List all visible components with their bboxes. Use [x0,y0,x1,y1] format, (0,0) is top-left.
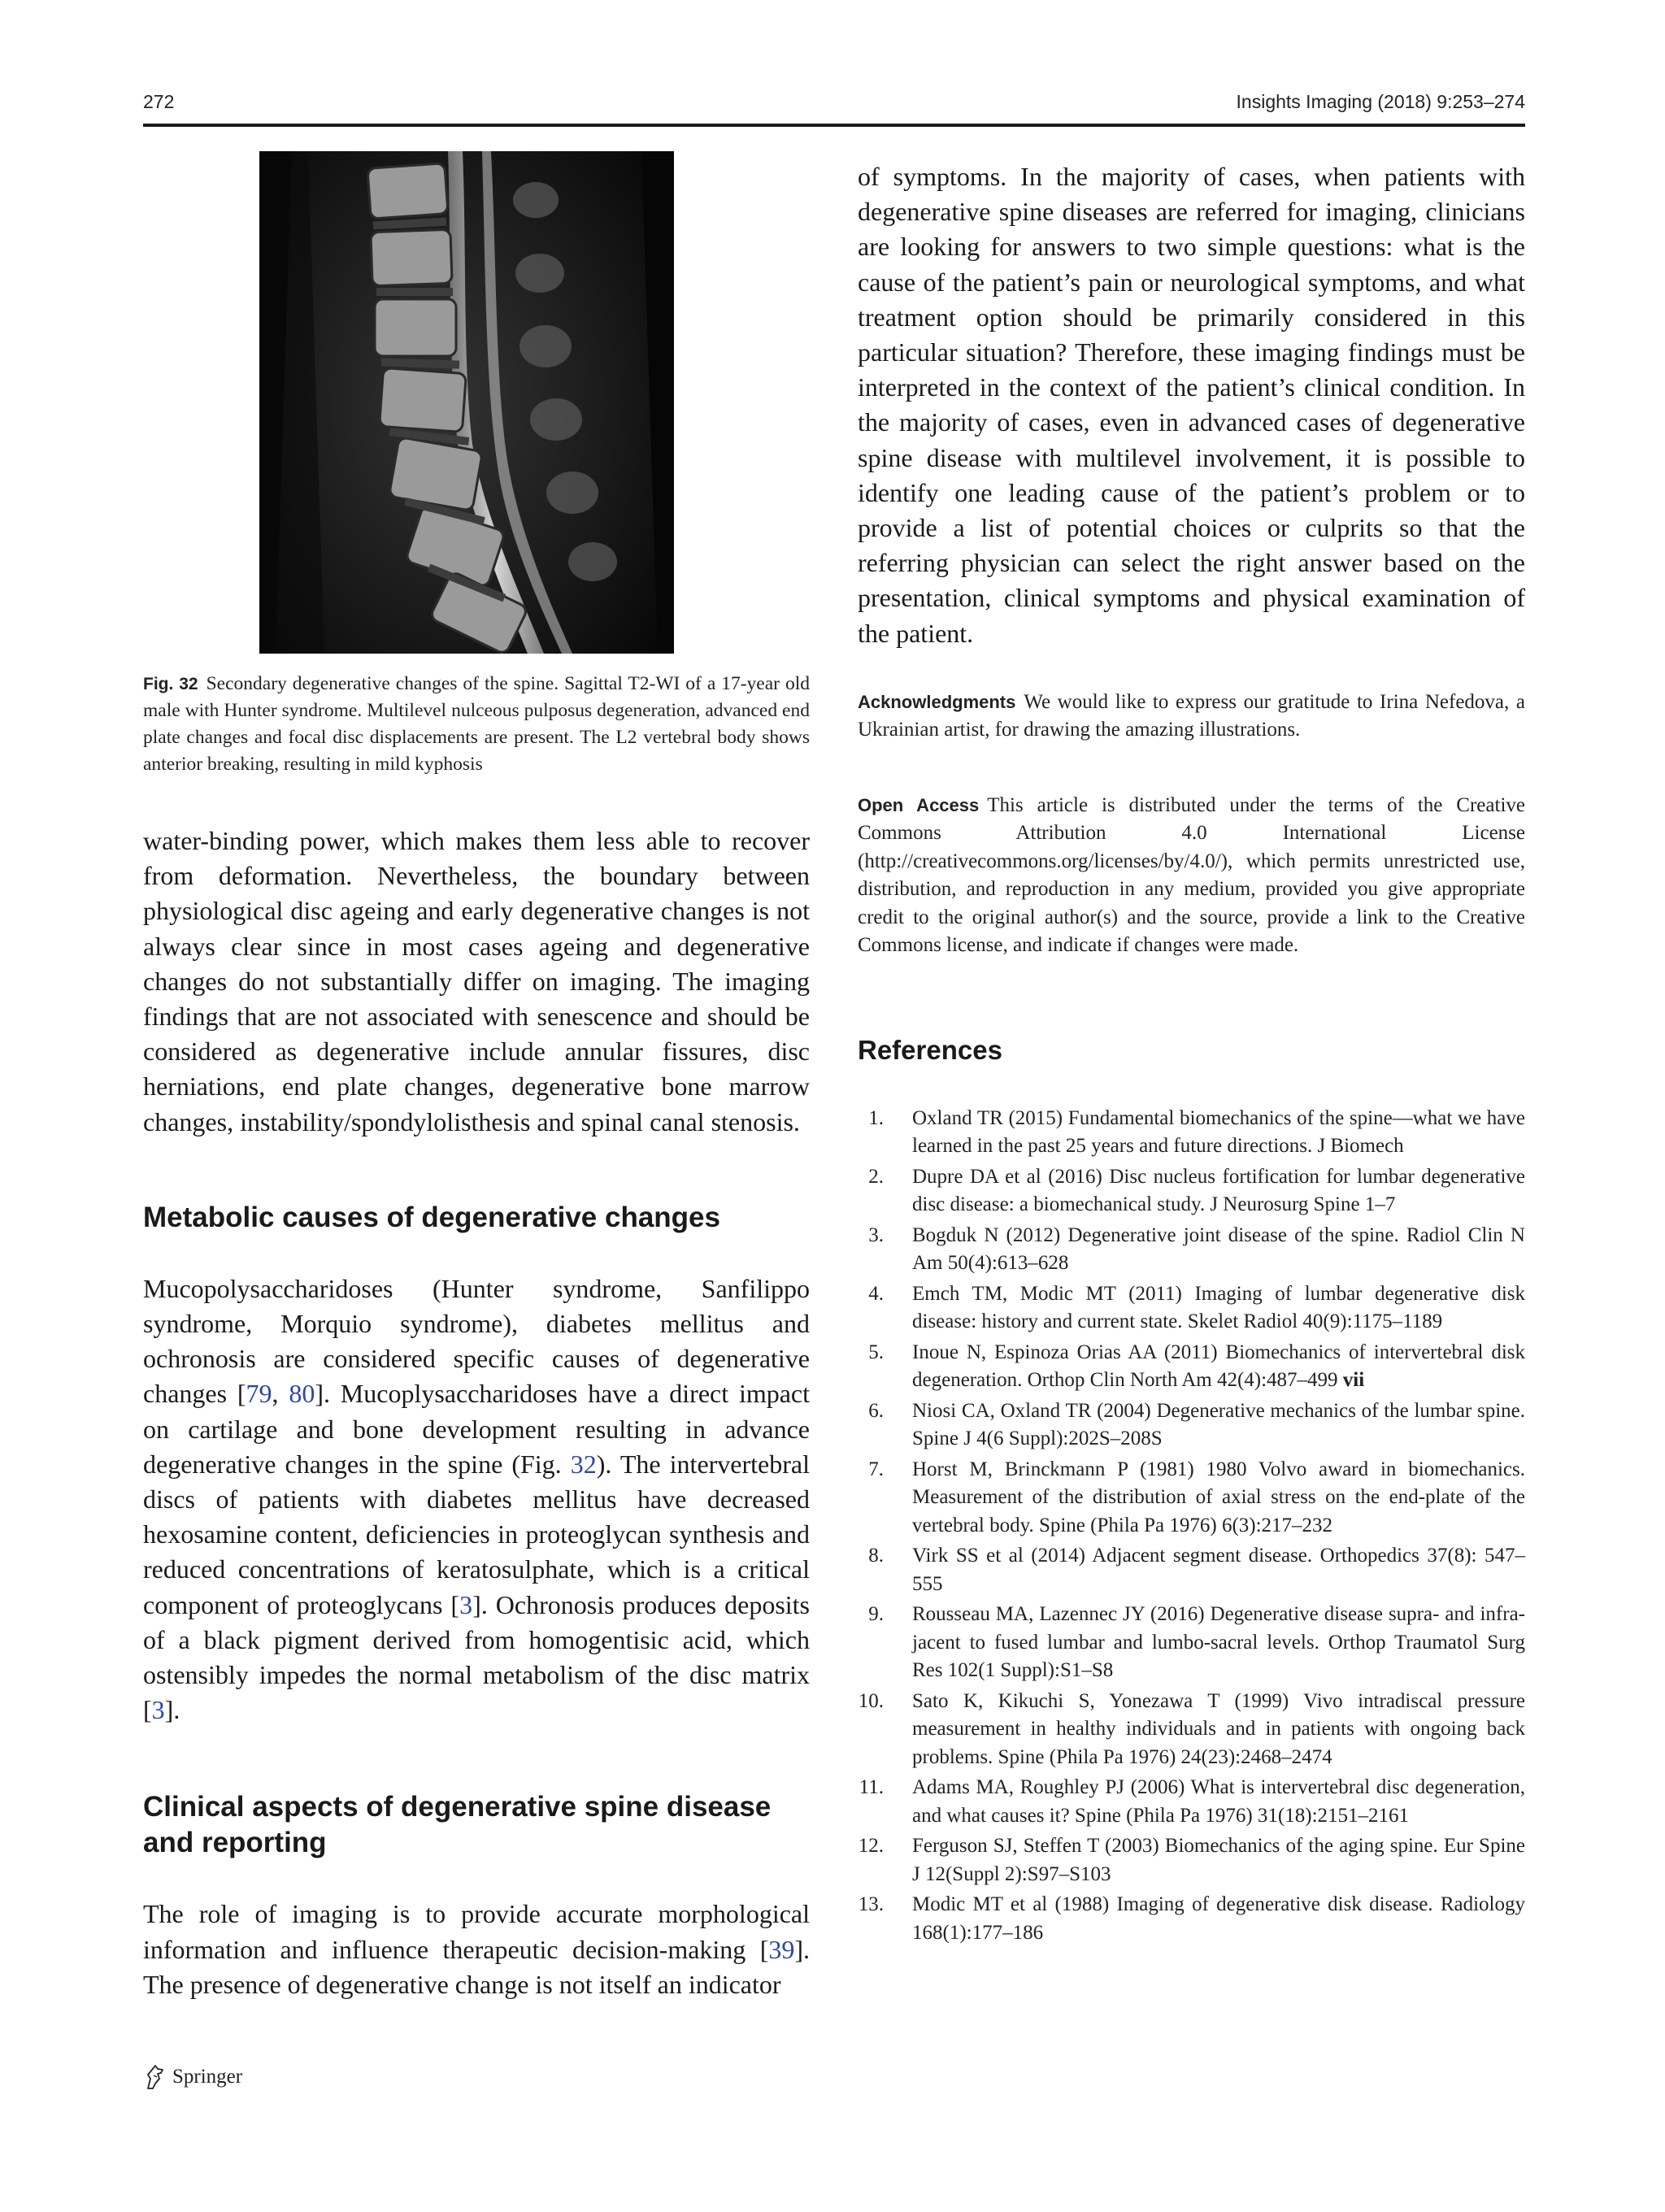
reference-text: Dupre DA et al (2016) Disc nucleus fortification for lumbar degenerative disc disease: a biomechanical study. J Neurosurg Spine 1–7 [912,1165,1525,1216]
reference-item [858,1397,1525,1454]
citation-link-80[interactable]: 80 [289,1379,315,1409]
publisher-footer [143,2061,242,2093]
open-access-statement [858,792,1525,960]
reference-number: 12. [858,1835,884,1858]
mri-figure [259,151,674,654]
reference-item [858,1601,1525,1685]
reference-number: 13. [858,1893,884,1916]
page-number: 272 [143,91,175,112]
reference-number: 3. [868,1223,884,1246]
reference-text: Horst M, Brinckmann P (1981) 1980 Volvo award in biomechanics. Measurement of the distribution of axial stress on the end-plate of the vertebral body. Spine (Phila Pa 1976) 6(3):217–232 [912,1458,1525,1536]
reference-item [858,1280,1525,1336]
reference-number: 11. [859,1776,884,1799]
reference-text: Modic MT et al (1988) Imaging of degenerative disk disease. Radiology 168(1):177–186 [912,1893,1525,1944]
citation-link-39[interactable]: 39 [768,1934,795,1964]
running-header [143,88,1525,124]
paragraph-disc-ageing: water-binding power, which makes them less able to recover from deformation. Nevertheless, the boundary between physiological disc ageing and early degenerative changes is not always clear since in most cases ageing and degenerative changes do not substantially differ on imaging. The imaging findings that are not associated with senescence and should be considered as degenerative include annular fissures, disc herniations, end plate changes, degenerative bone marrow changes, instability/spondylolisthesis and spinal canal stenosis. [143,826,810,1136]
reference-item [858,1688,1525,1772]
reference-item [858,1891,1525,1947]
reference-text: Emch TM, Modic MT (2011) Imaging of lumbar degenerative disk disease: history and current state. Skelet Radiol 40(9):1175–1189 [912,1282,1525,1333]
acknowledgments-text: We would like to express our gratitude to Irina Nefedova, a Ukrainian artist, for drawing the amazing illustrations. [858,690,1525,741]
journal-citation: Insights Imaging (2018) 9:253–274 [1236,91,1525,112]
reference-item [858,1456,1525,1541]
paragraph-clinical-aspects: The role of imaging is to provide accurate morphological information and influence therapeutic decision-making [39]. The presence of degenerative change is not itself an indicator [143,1899,810,1999]
open-access-label: Open Access [858,794,980,815]
reference-text: Ferguson SJ, Steffen T (2003) Biomechanics of the aging spine. Eur Spine J 12(Suppl 2):S97–S103 [912,1835,1525,1885]
publisher-name: Springer [172,2066,243,2088]
reference-text: Niosi CA, Oxland TR (2004) Degenerative mechanics of the lumbar spine. Spine J 4(6 Suppl):202S–208S [912,1399,1525,1450]
reference-text: Oxland TR (2015) Fundamental biomechanics of the spine—what we have learned in the past 25 years and future directions. J Biomech [912,1106,1525,1158]
reference-number: 4. [868,1282,884,1305]
acknowledgments [858,689,1525,745]
reference-number: 10. [858,1689,884,1712]
reference-text: Rousseau MA, Lazennec JY (2016) Degenerative disease supra- and infra-jacent to fused lumbar and lumbo-sacral levels. Orthop Traumatol Surg Res 102(1 Suppl):S1–S8 [912,1603,1525,1682]
reference-number: 6. [868,1399,884,1422]
reference-text: Bogduk N (2012) Degenerative joint disease of the spine. Radiol Clin N Am 50(4):613–628 [912,1223,1525,1275]
reference-item [858,1222,1525,1278]
reference-number: 5. [868,1341,884,1363]
reference-text: Virk SS et al (2014) Adjacent segment disease. Orthopedics 37(8): 547–555 [912,1545,1525,1595]
open-access-text: creativecommons.org/licenses/by/4.0/), which permits unrestricted use, distribution, and reproduction in any medium, provided you give appropriate credit to the original author(s) and the source, provide a link to the Creative Commons license, and indicate if changes were made. [858,850,1525,957]
paragraph-metabolic-causes: Mucopolysaccharidoses (Hunter syndrome, Sanfilippo syndrome, Morquio syndrome), diabetes mellitus and ochronosis are considered specific causes of degenerative changes [79, 80]. Mucoplysaccharidoses have a direct impact on cartilage and bone development resulting in advance degenerative changes in the spine (Fig. 32). The intervertebral discs of patients with diabetes mellitus have decreased hexosamine content, deficiencies in proteoglycan synthesis and reduced concentrations of keratosulphate, which is a critical component of proteoglycans [3]. Ochronosis produces deposits of a black pigment derived from homogentisic acid, which ostensibly impedes the normal metabolism of the disc matrix [3]. [143,1273,811,1725]
reference-text: Adams MA, Roughley PJ (2006) What is intervertebral disc degeneration, and what causes it? Spine (Phila Pa 1976) 31(18):2151–2161 [912,1776,1525,1827]
figure-caption [143,671,810,778]
acknowledgments-label: Acknowledgments [858,691,1016,712]
reference-item [858,1774,1525,1830]
springer-horse-icon [143,2064,167,2090]
reference-bold-suffix: vii [1337,1369,1365,1392]
figure-link-32[interactable]: 32 [570,1449,597,1479]
header-rule [143,124,1525,127]
reference-item [858,1542,1525,1598]
left-column [143,151,810,2002]
reference-number: 2. [868,1165,884,1188]
citation-link-79[interactable]: 79 [246,1379,272,1409]
right-column [858,159,1525,1949]
reference-item [858,1832,1525,1888]
citation-link-3[interactable]: 3 [459,1589,473,1619]
sagittal-spine-mri-image [259,151,674,654]
reference-item [858,1339,1525,1395]
reference-text: Sato K, Kikuchi S, Yonezawa T (1999) Vivo intradiscal pressure measurement in healthy individuals and in patients with ongoing back problems. Spine (Phila Pa 1976) 24(23):2468–2474 [912,1689,1525,1768]
reference-number: 8. [868,1545,884,1567]
references-heading: References [858,1034,1002,1065]
reference-item [858,1105,1525,1161]
reference-number: 1. [868,1106,884,1129]
open-access-spaced-text: This article is distributed under the terms of the Creative Commons Attribution 4.0 International License (http:// [858,793,1525,872]
reference-list [858,1105,1525,1948]
paragraph-symptoms: of symptoms. In the majority of cases, when patients with degenerative spine diseases are referred for imaging, clinicians are looking for answers to two simple questions: what is the cause of the patient’s pain or neurological symptoms, and what treatment option should be primarily considered in this particular situation? Therefore, these imaging findings must be interpreted in the context of the patient’s clinical condition. In the majority of cases, even in advanced cases of degenerative spine disease with multilevel involvement, it is possible to identify one leading cause of the patient’s problem or to provide a list of potential choices or culprits so that the referring physician can select the right answer based on the presentation, clinical symptoms and physical examination of the patient. [858,162,1525,648]
heading-clinical-aspects: Clinical aspects of degenerative spine disease and reporting [143,1791,772,1859]
reference-item [858,1163,1525,1219]
reference-number: 9. [868,1603,884,1626]
reference-number: 7. [868,1458,884,1480]
figure-caption-text: Secondary degenerative changes of the spine. Sagittal T2-WI of a 17-year old male with Hunter syndrome. Multilevel nulceous pulposus degeneration, advanced end plate changes and focal disc displacements are present. The L2 vertebral body shows anterior breaking, resulting in mild kyphosis [143,673,810,775]
figure-label: Fig. 32 [143,675,198,693]
reference-text: Inoue N, Espinoza Orias AA (2011) Biomechanics of intervertebral disk degeneration. Orthop Clin North Am 42(4):487–499 [912,1341,1525,1392]
heading-metabolic-causes: Metabolic causes of degenerative changes [143,1201,720,1233]
citation-link-3-second[interactable]: 3 [151,1695,165,1725]
